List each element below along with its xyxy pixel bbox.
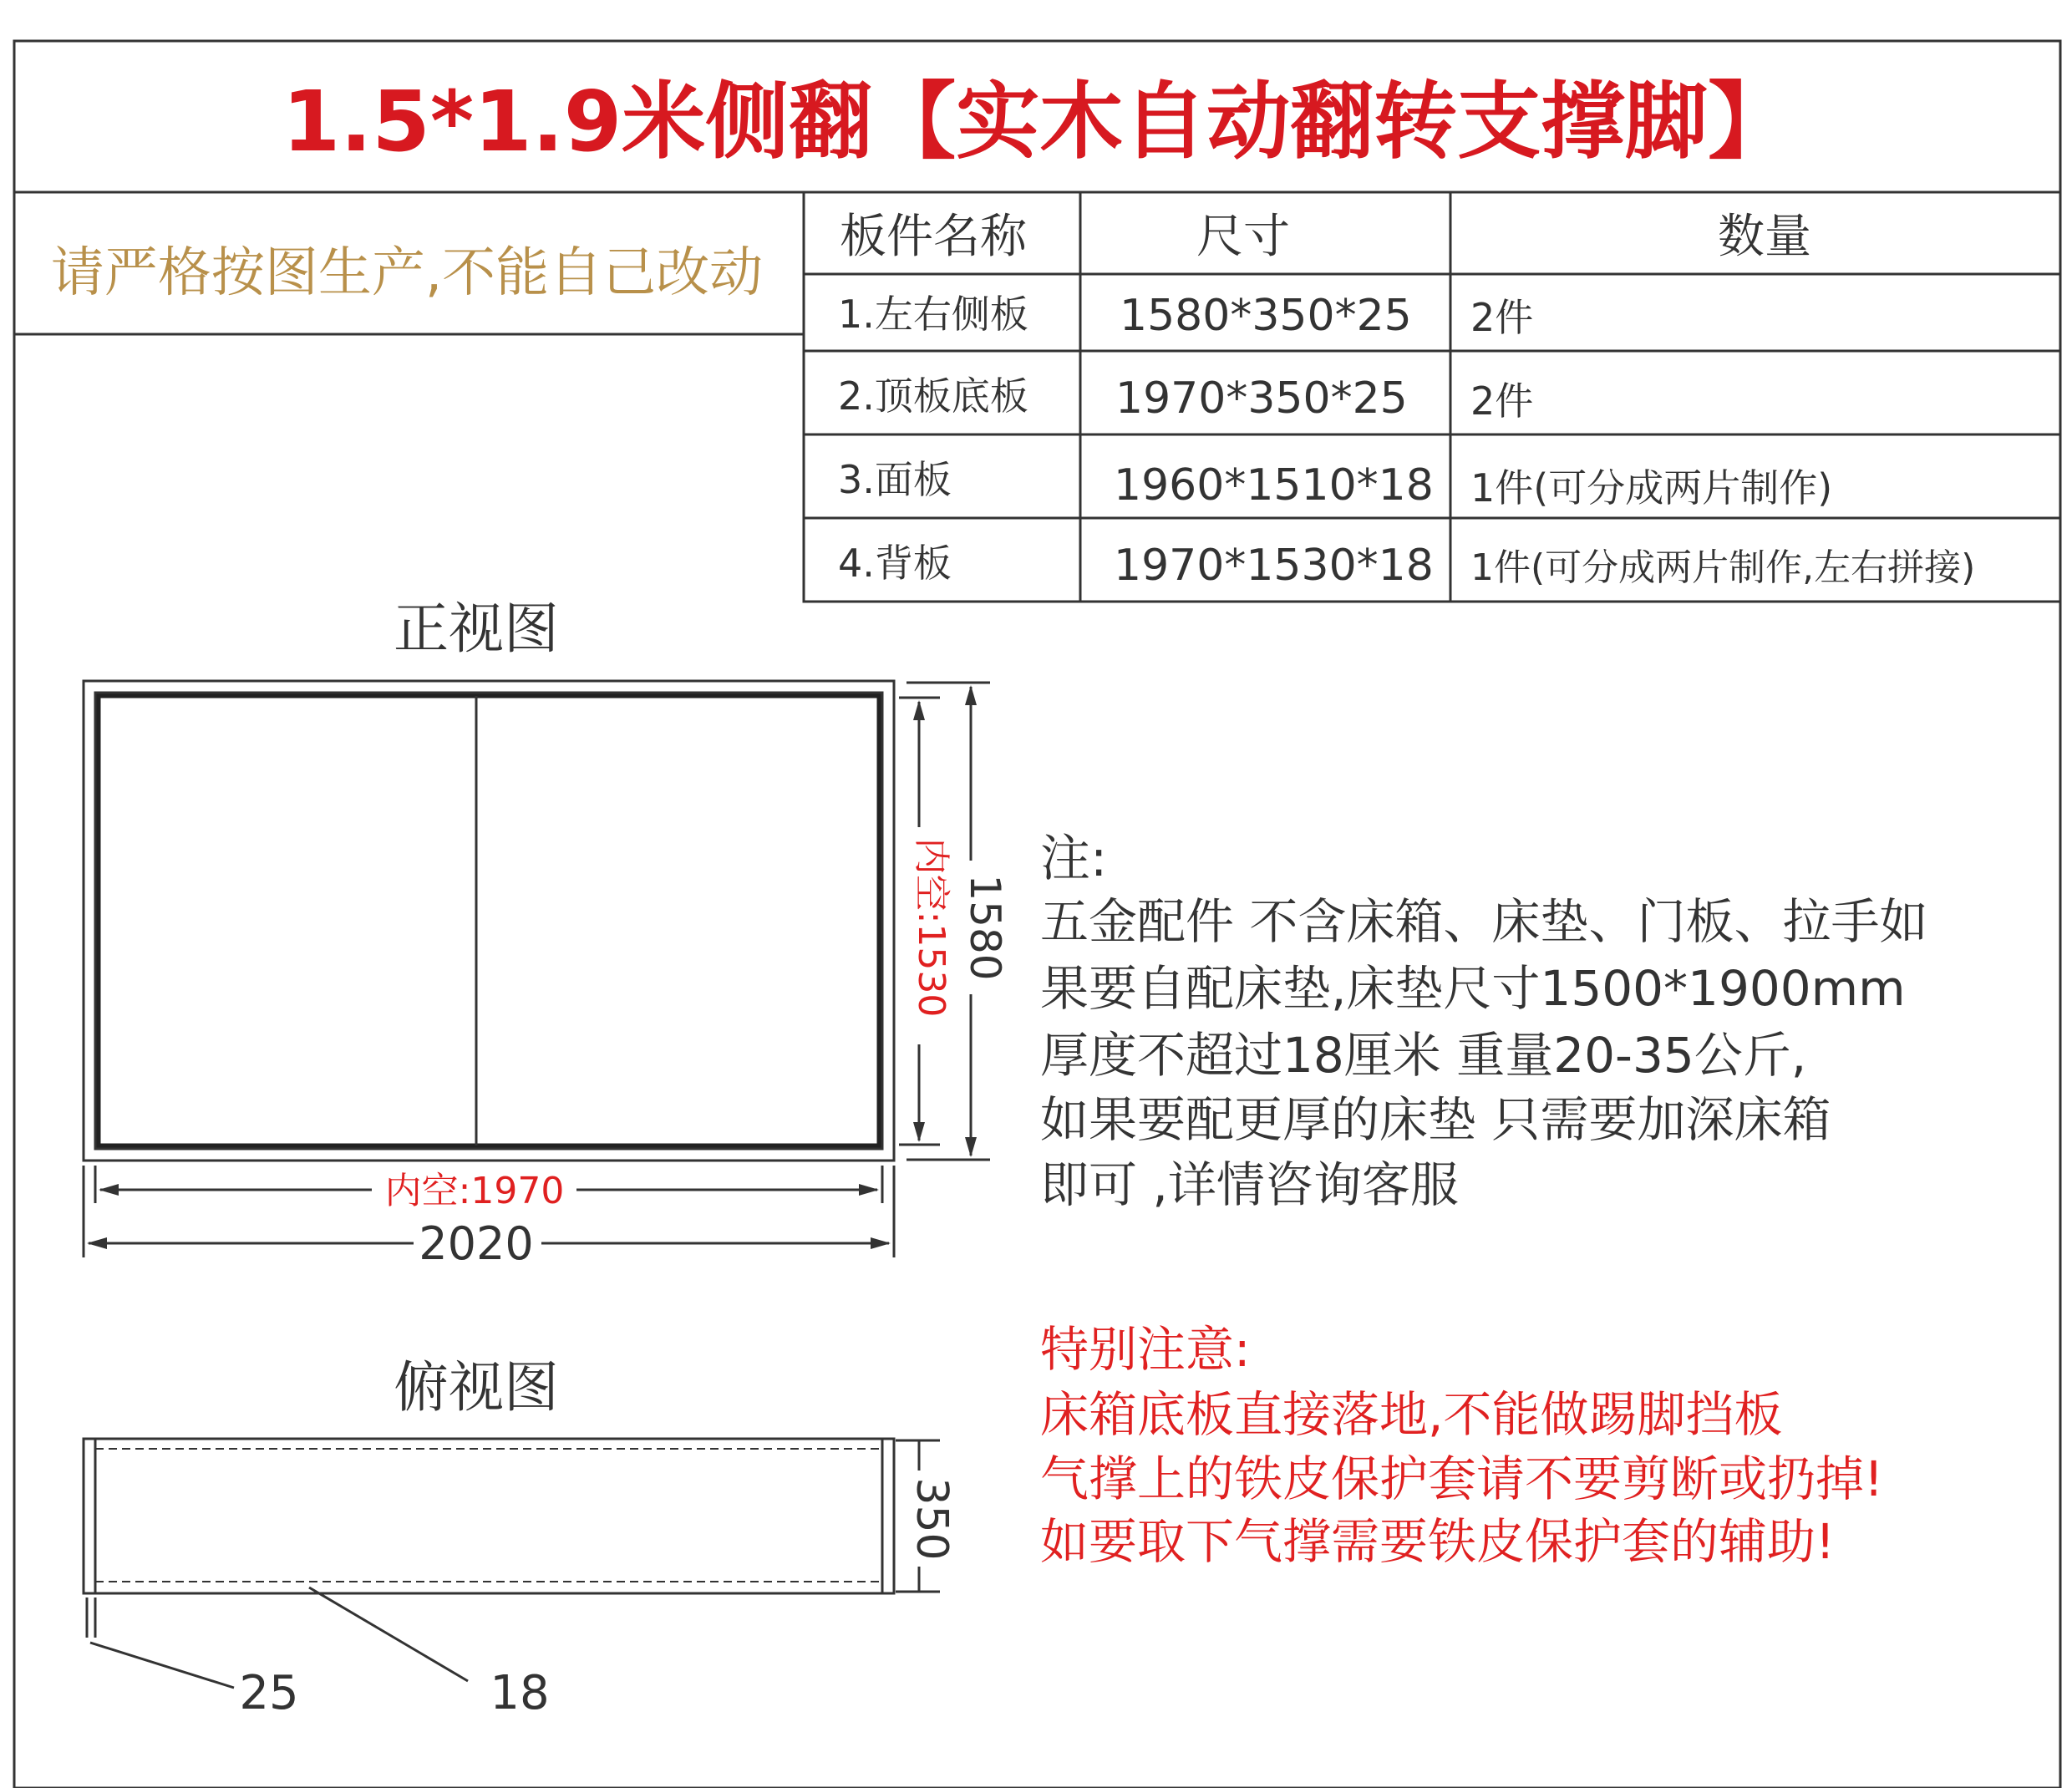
table-header-name: 板件名称 <box>840 210 1027 264</box>
top-view-label: 俯视图 <box>394 1355 559 1420</box>
parts-table <box>804 192 2060 602</box>
table-cell-qty: 2件 <box>1470 378 1534 424</box>
table-cell-qty: 1件(可分成两片制作) <box>1470 465 1833 510</box>
inner-height-label: 内空:1530 <box>910 837 952 1018</box>
table-header-qty: 数量 <box>1718 210 1811 264</box>
note-line: 厚度不超过18厘米 重量20-35公斤, <box>1040 1027 1807 1084</box>
side-thickness-label: 25 <box>239 1666 299 1720</box>
table-cell-qty: 2件 <box>1470 295 1534 340</box>
cabinet-inner-outline <box>95 693 882 1149</box>
page-title: 1.5*1.9米侧翻【实木自动翻转支撑脚】 <box>282 73 1792 170</box>
front-view-label: 正视图 <box>394 597 559 661</box>
note-line: 五金配件 不含床箱、床垫、门板、拉手如 <box>1040 893 1928 950</box>
cabinet-outer-outline <box>84 681 894 1161</box>
panel-thickness-label: 18 <box>490 1666 550 1720</box>
panel-outline <box>99 696 879 1145</box>
production-warning: 请严格按图生产,不能自己改动 <box>50 242 764 304</box>
table-cell-name: 2.顶板底板 <box>838 373 1028 419</box>
note-heading: 注: <box>1040 830 1108 888</box>
table-cell-name: 3.面板 <box>838 457 952 502</box>
leader-line <box>90 1643 234 1688</box>
table-cell-qty: 1件(可分成两片制作,左右拼接) <box>1470 546 1976 589</box>
outer-width-label: 2020 <box>419 1217 534 1270</box>
inner-width-label: 内空:1970 <box>384 1170 565 1212</box>
table-cell-name: 4.背板 <box>838 541 952 586</box>
front-view <box>84 597 1009 1270</box>
note-line: 即可 ,详情咨询客服 <box>1040 1156 1459 1213</box>
table-cell-size: 1960*1510*18 <box>1114 460 1434 510</box>
top-view-outline <box>84 1439 894 1593</box>
depth-label: 350 <box>906 1477 957 1561</box>
note-line: 如果要配更厚的床垫 只需要加深床箱 <box>1040 1091 1831 1148</box>
table-cell-name: 1.左右侧板 <box>838 292 1028 337</box>
special-line: 气撑上的铁皮保护套请不要剪断或扔掉! <box>1040 1450 1884 1507</box>
special-heading: 特别注意: <box>1040 1321 1251 1378</box>
table-cell-size: 1970*1530*18 <box>1114 541 1434 591</box>
table-header-size: 尺寸 <box>1196 210 1290 264</box>
leader-line <box>309 1587 468 1681</box>
outer-height-label: 1580 <box>961 874 1009 981</box>
special-notice-block <box>1040 1321 1883 1570</box>
special-line: 床箱底板直接落地,不能做踢脚挡板 <box>1040 1386 1783 1443</box>
table-cell-size: 1970*350*25 <box>1115 373 1408 424</box>
special-line: 如要取下气撑需要铁皮保护套的辅助! <box>1040 1513 1836 1570</box>
note-line: 果要自配床垫,床垫尺寸1500*1900mm <box>1040 960 1906 1017</box>
note-block <box>1040 830 1927 1213</box>
top-view <box>84 1355 957 1720</box>
table-cell-size: 1580*350*25 <box>1120 291 1412 341</box>
